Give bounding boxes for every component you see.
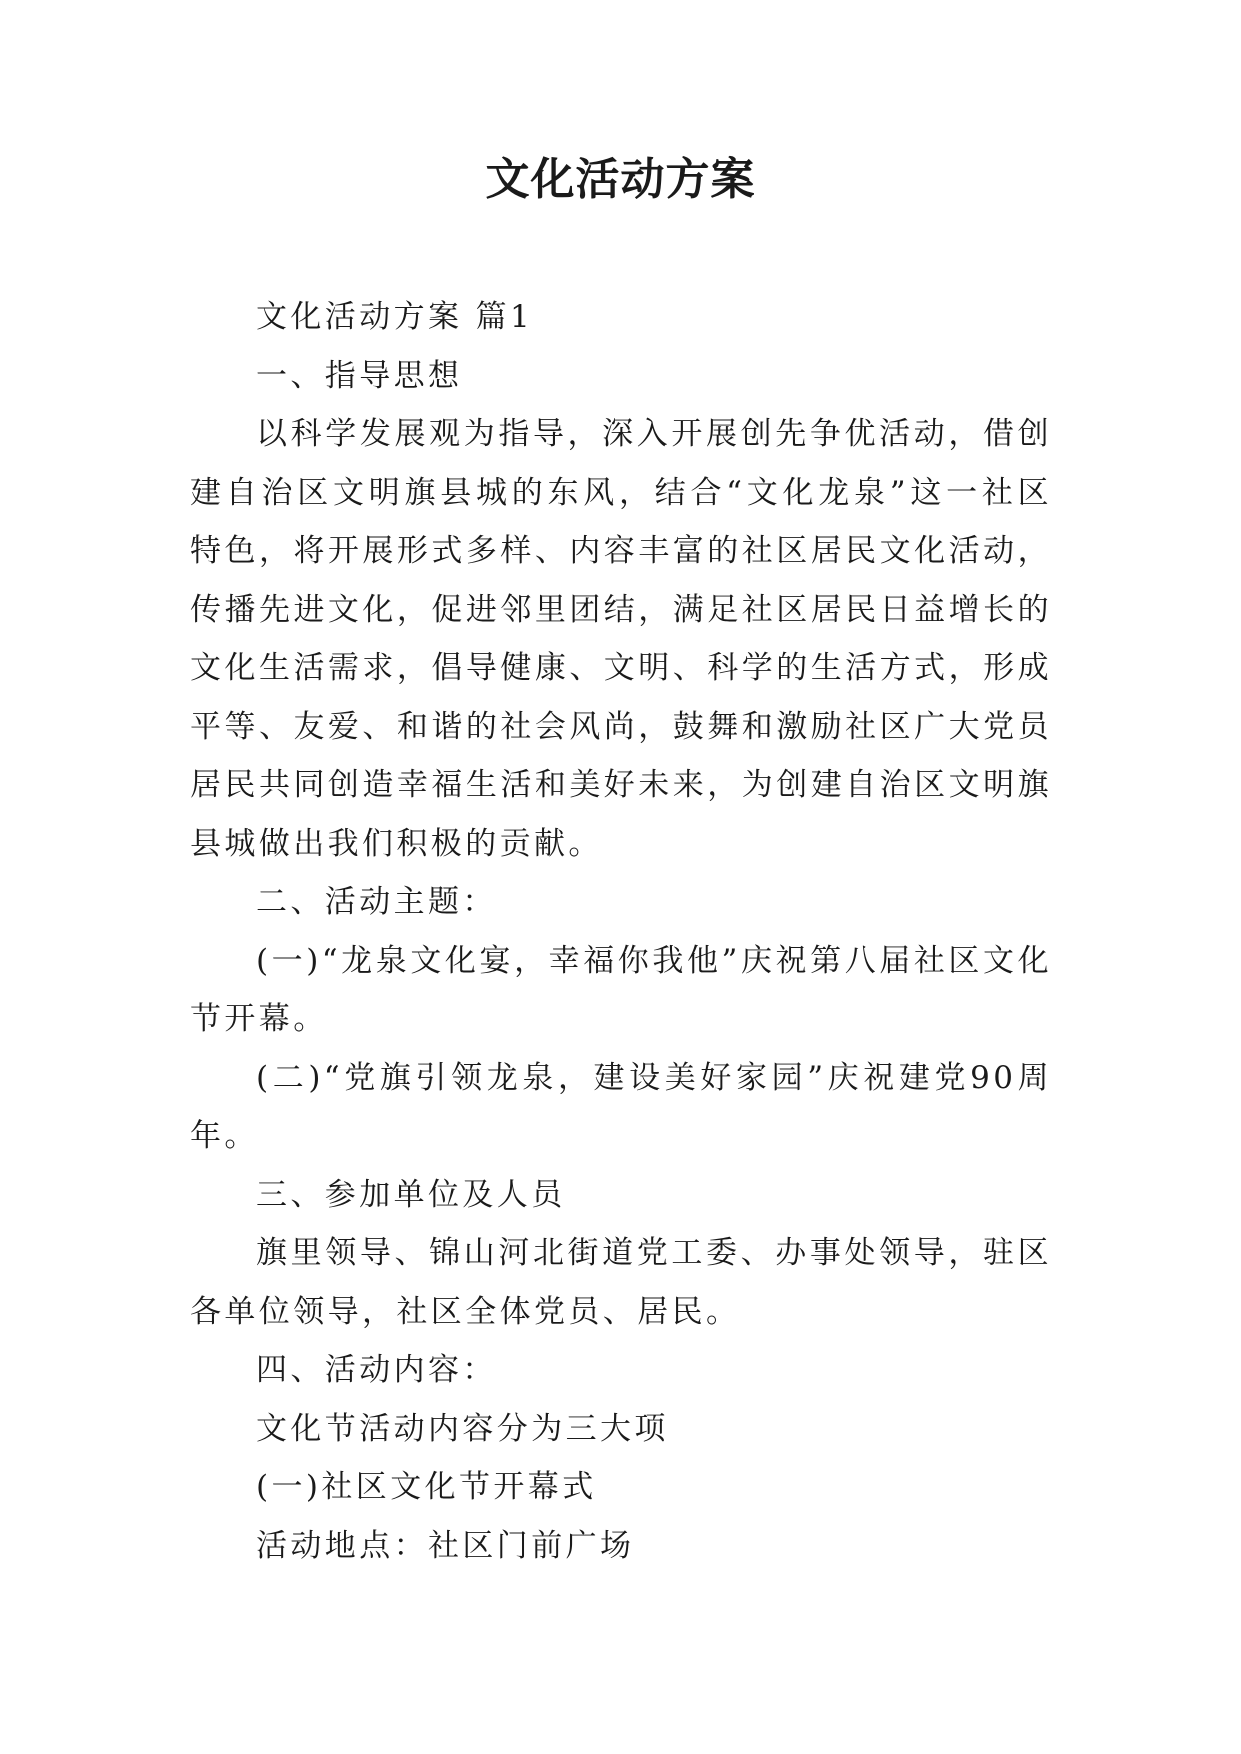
paragraph-activity-location: 活动地点：社区门前广场	[256, 1527, 635, 1564]
paragraph-guiding-ideology: 以科学发展观为指导，深入开展创先争优活动，借创建自治区文明旗县城的东风，结合“文化龙泉”这一社区特色，将开展形式多样、内容丰富的社区居民文化活动，传播先进文化，促进邻里团结，满足社区居民日益增长的文化生活需求，倡导健康、文明、科学的生活方式，形成平等、友爱、和谐的社会风尚，鼓舞和激励社区广大党员居民共同创造幸福生活和美好未来，为创建自治区文明旗县城做出我们积极的贡献。	[190, 416, 1052, 862]
paragraph-content-summary: 文化节活动内容分为三大项	[256, 1410, 669, 1447]
section-heading-participants: 三、参加单位及人员	[256, 1176, 566, 1213]
heading-part-1: 文化活动方案 篇1	[256, 299, 534, 335]
paragraph-participants: 旗里领导、锦山河北街道党工委、办事处领导，驻区各单位领导，社区全体党员、居民。	[190, 1235, 1052, 1330]
section-heading-activity-theme: 二、活动主题：	[256, 884, 497, 920]
section-heading-activity-content: 四、活动内容：	[256, 1352, 497, 1388]
section-heading-guiding-ideology: 一、指导思想	[256, 357, 463, 394]
document-body	[190, 288, 1052, 1575]
document-title: 文化活动方案	[485, 154, 756, 205]
paragraph-theme-two: (二)“党旗引领龙泉，建设美好家园”庆祝建党90周年。	[190, 1059, 1052, 1154]
paragraph-theme-one: (一)“龙泉文化宴，幸福你我他”庆祝第八届社区文化节开幕。	[190, 942, 1052, 1037]
paragraph-opening-ceremony: (一)社区文化节开幕式	[256, 1469, 597, 1505]
